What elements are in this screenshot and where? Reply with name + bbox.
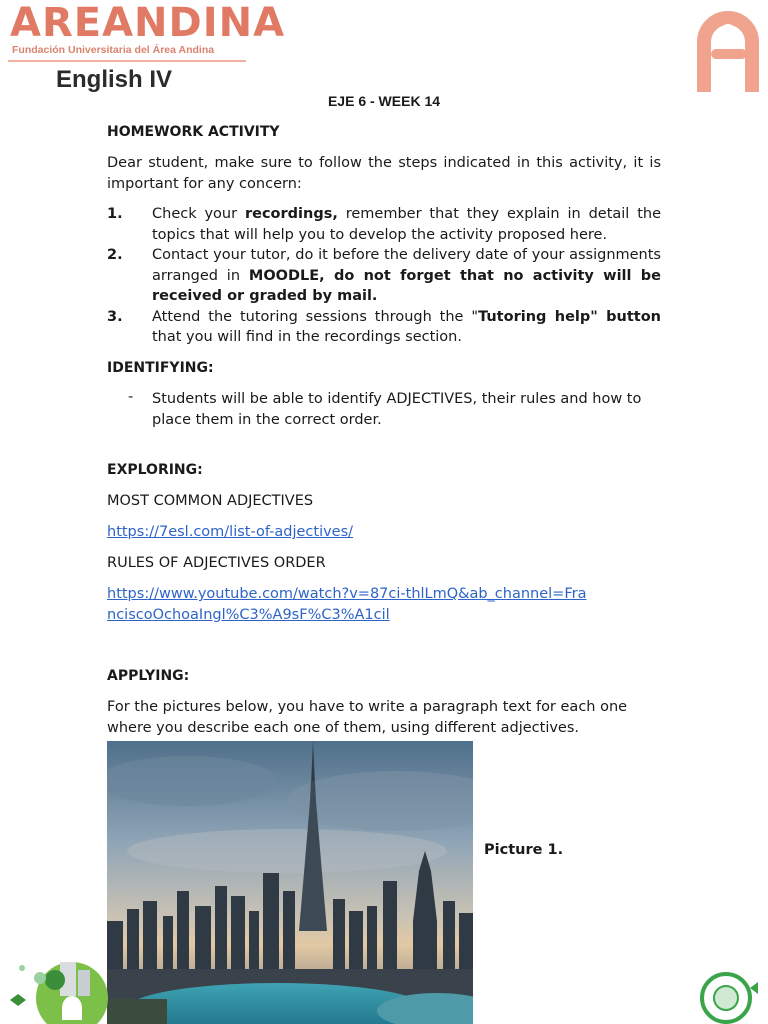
step-number: 2. (107, 247, 123, 263)
step-item (107, 204, 661, 245)
step-text: Attend the tutoring sessions through the "Tutoring help" button that you will find in the recordings section. (152, 308, 661, 345)
adjectives-list-link[interactable]: https://7esl.com/list-of-adjectives/ (107, 524, 354, 540)
homework-heading: HOMEWORK ACTIVITY (107, 124, 280, 140)
step-item (107, 307, 661, 348)
step-item (107, 245, 661, 307)
adjectives-order-video-link[interactable]: https://www.youtube.com/watch?v=87ci-thlLmQ&ab_channel=FranciscoOchoaIngl%C3%A9sF%C3%A1cil (107, 586, 587, 623)
steps-list (107, 204, 661, 348)
brand-logo-text: AREANDINA (10, 0, 286, 46)
adjectives-order-label: RULES OF ADJECTIVES ORDER (107, 555, 326, 571)
picture-1-caption: Picture 1. (484, 842, 564, 858)
identifying-heading: IDENTIFYING: (107, 360, 214, 376)
homework-intro: Dear student, make sure to follow the steps indicated in this activity, it is important for any concern: (107, 155, 661, 192)
areandina-corner-logo-icon (694, 2, 762, 92)
document-title: EJE 6 - WEEK 14 (327, 93, 441, 109)
adjectives-list-label: MOST COMMON ADJECTIVES (107, 493, 314, 509)
step-text: Check your recordings, remember that they explain in detail the topics that will help you to develop the activity proposed here. (152, 206, 661, 243)
brand-subtitle: Fundación Universitaria del Área Andina (12, 44, 215, 56)
header-divider (8, 60, 246, 62)
eco-city-decoration-icon (0, 928, 110, 1024)
bullet-dash: - (128, 389, 134, 405)
step-number: 1. (107, 206, 123, 222)
applying-instructions: For the pictures below, you have to write a paragraph text for each one where you describe each one of them, using different adjectives. (107, 699, 628, 736)
applying-heading: APPLYING: (107, 668, 190, 684)
exploring-heading: EXPLORING: (107, 462, 203, 478)
course-title: English IV (56, 66, 173, 93)
step-text: Contact your tutor, do it before the delivery date of your assignments arranged in MOODLE, do not forget that no activity will be received or graded by mail. (152, 247, 661, 304)
picture-1-city-skyline (107, 741, 473, 1024)
recycle-globe-icon (688, 968, 768, 1024)
step-number: 3. (107, 308, 123, 325)
identifying-bullet-text: Students will be able to identify ADJECTIVES, their rules and how to place them in the correct order. (152, 391, 642, 428)
